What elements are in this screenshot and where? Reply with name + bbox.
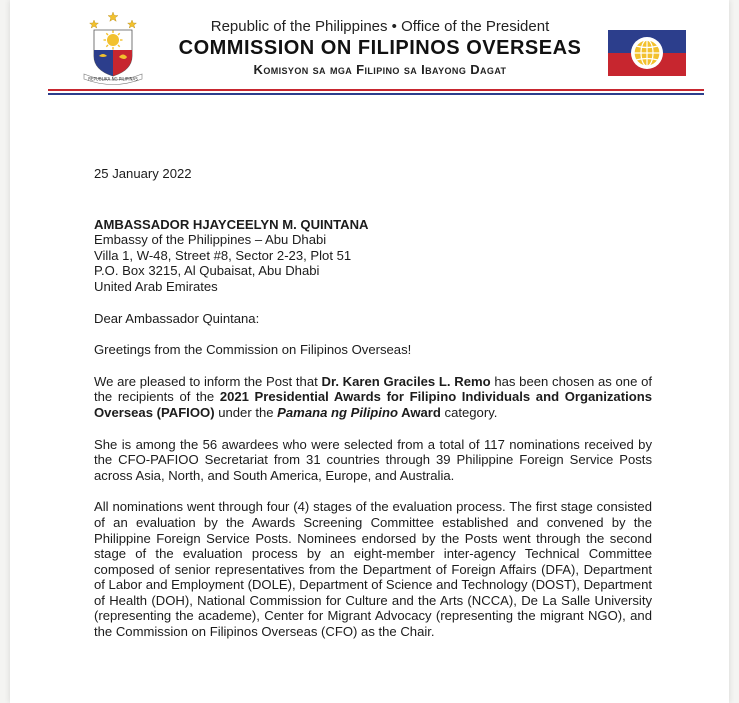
letter-date: 25 January 2022 (94, 166, 192, 181)
address-line: Embassy of the Philippines – Abu Dhabi (94, 232, 327, 248)
para1-text: We are pleased to inform the Post that (94, 373, 322, 389)
para1-text: category. (440, 404, 498, 420)
address-line: United Arab Emirates (94, 278, 218, 294)
letterhead (160, 18, 600, 77)
letterhead-agency-name: COMMISSION ON FILIPINOS OVERSEAS (178, 37, 582, 59)
header-rule-blue (48, 93, 704, 95)
svg-text:REPUBLIKA NG PILIPINAS: REPUBLIKA NG PILIPINAS (88, 76, 138, 82)
letterhead-agency-name-filipino: Komisyon sa mga Filipino sa Ibayong Dagat (253, 62, 507, 77)
awardee-name: Dr. Karen Graciles L. Remo (321, 373, 491, 389)
greeting: Greetings from the Commission on Filipinos Overseas! (94, 342, 412, 358)
paragraph-evaluation: All nominations went through four (4) stages of the evaluation process. The first stage consisted of an evaluation by the Awards Screening Committee established and convened by the Philippine Foreign Service Posts. Nominees endorsed by the Posts went through the second stage of the evaluation process by an eight-member inter-agency Technical Committee composed of senior representatives from the Department of Foreign Affairs (DFA), Department of Labor and Employment (DOLE), Department of Science and Technology (DOST), Department of Health (DOH), National Commission for Culture and the Arts (NCCA), De La Salle University (representing the academe), Center for Migrant Advocacy (representing the migrant NGO), and the Commission on Filipinos Overseas (CFO) as the Chair. (94, 499, 652, 640)
address-line: P.O. Box 3215, Al Qubaisat, Abu Dhabi (94, 263, 320, 279)
para1-text: has been chosen as one of the recipients of the (94, 373, 652, 405)
award-name: 2021 Presidential Awards for Filipino Individuals and Organizations Overseas (PAFIOO) (94, 389, 652, 420)
letterhead-line1: Republic of the Philippines • Office of the President (210, 18, 550, 35)
recipient-name: AMBASSADOR HJAYCEELYN M. QUINTANA (94, 216, 369, 232)
paragraph-awardees: She is among the 56 awardees who were selected from a total of 117 nominations received by the CFO-PAFIOO Secretariat from 31 countries through 39 Philippine Foreign Service Posts across Asia, North, and South America, Europe, and Australia. (94, 436, 652, 483)
header-rule-red (48, 89, 704, 91)
award-category-name: Pamana ng Pilipino (277, 404, 398, 420)
address-line: Villa 1, W-48, Street #8, Sector 2-23, Plot 51 (94, 247, 352, 263)
letter-body (94, 166, 652, 640)
cfo-flag-logo-icon (608, 30, 686, 76)
government-seal-icon (80, 10, 146, 86)
award-category-suffix: Award (397, 404, 441, 420)
recipient-address (94, 217, 652, 295)
paragraph-award (94, 374, 652, 421)
para1-text: under the (214, 404, 278, 420)
letter-page (10, 0, 729, 703)
salutation: Dear Ambassador Quintana: (94, 310, 260, 326)
